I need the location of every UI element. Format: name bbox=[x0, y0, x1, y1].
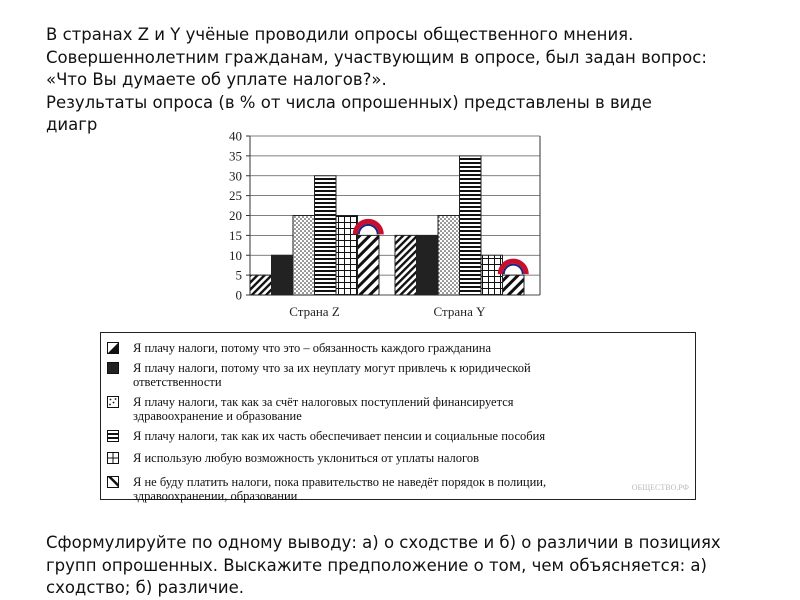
chart-legend bbox=[100, 332, 696, 503]
y-tick-label: 15 bbox=[229, 227, 242, 243]
intro-text bbox=[46, 24, 766, 137]
question-line: групп опрошенных. Выскажите предположение о том, чем объясняется: а) bbox=[46, 555, 707, 575]
legend-line: здравоохранение и образование bbox=[133, 409, 302, 423]
legend-line: Я не буду платить налоги, пока правительство не наведёт порядок в полиции, bbox=[133, 475, 547, 489]
legend-label bbox=[133, 451, 691, 465]
intro-line: Результаты опроса (в % от числа опрошенных) представлены в виде bbox=[46, 92, 652, 112]
intro-line: диагр bbox=[46, 115, 98, 134]
question-line: Сформулируйте по одному выводу: а) о сходстве и б) о различии в позициях bbox=[46, 533, 721, 552]
bar bbox=[315, 176, 337, 295]
bar bbox=[481, 255, 503, 295]
highlight-arc-inner bbox=[504, 265, 523, 275]
legend-label bbox=[133, 361, 691, 389]
y-tick-label: 40 bbox=[229, 128, 242, 144]
y-tick-label: 35 bbox=[229, 148, 242, 164]
highlight-arc-inner bbox=[359, 225, 378, 235]
legend-line: Я плачу налоги, потому что это – обязанность каждого гражданина bbox=[133, 341, 492, 355]
y-tick-label: 0 bbox=[235, 287, 242, 303]
legend-label bbox=[133, 429, 691, 443]
intro-line: «Что Вы думаете об уплате налогов?». bbox=[46, 70, 387, 89]
bar bbox=[358, 235, 380, 295]
y-tick-label: 30 bbox=[229, 168, 242, 184]
bar bbox=[503, 275, 525, 295]
legend-swatch-icon bbox=[107, 476, 119, 488]
legend-item bbox=[107, 341, 691, 355]
bar bbox=[272, 255, 294, 295]
legend-swatch-icon bbox=[107, 396, 119, 408]
y-tick-label: 10 bbox=[229, 247, 242, 263]
legend-label bbox=[133, 341, 691, 355]
legend-line: здравоохранении, образовании bbox=[133, 489, 298, 503]
bar bbox=[417, 235, 439, 295]
bar-chart bbox=[200, 126, 560, 326]
bar bbox=[395, 235, 417, 295]
legend-swatch-icon bbox=[107, 430, 119, 442]
legend-swatch-icon bbox=[107, 452, 119, 464]
legend-item bbox=[107, 361, 691, 389]
y-tick-label: 25 bbox=[229, 188, 242, 204]
legend-line: Я использую любую возможность уклониться от уплаты налогов bbox=[133, 451, 480, 465]
question-line: сходство; б) различие. bbox=[46, 578, 244, 597]
bar bbox=[438, 216, 460, 296]
legend-item bbox=[107, 451, 691, 465]
legend-item bbox=[107, 429, 691, 443]
legend-line: Я плачу налоги, так как за счёт налоговых поступлений финансируется bbox=[133, 395, 514, 409]
category-label: Страна Y bbox=[433, 304, 486, 319]
intro-line: Совершеннолетним гражданам, участвующим в опросе, был задан вопрос: bbox=[46, 47, 707, 67]
legend-label bbox=[133, 475, 691, 503]
legend-line: ответственности bbox=[133, 375, 222, 389]
y-tick-label: 20 bbox=[229, 208, 242, 223]
bar bbox=[460, 156, 482, 295]
watermark: ОБЩЕСТВО.РФ bbox=[631, 483, 689, 492]
bar bbox=[250, 275, 272, 295]
y-tick-label: 5 bbox=[235, 267, 242, 283]
legend-swatch-icon bbox=[107, 362, 119, 374]
legend-label bbox=[133, 395, 691, 423]
bar bbox=[336, 216, 358, 296]
legend-item bbox=[107, 395, 691, 423]
legend-line: Я плачу налоги, потому что за их неуплату могут привлечь к юридической bbox=[133, 361, 531, 375]
legend-item bbox=[107, 475, 691, 503]
legend-swatch-icon bbox=[107, 342, 119, 354]
category-label: Страна Z bbox=[289, 304, 340, 319]
legend-line: Я плачу налоги, так как их часть обеспечивает пенсии и социальные пособия bbox=[133, 429, 546, 443]
bar bbox=[293, 216, 315, 296]
intro-line: В странах Z и Y учёные проводили опросы общественного мнения. bbox=[46, 25, 634, 44]
question-text bbox=[46, 532, 776, 600]
